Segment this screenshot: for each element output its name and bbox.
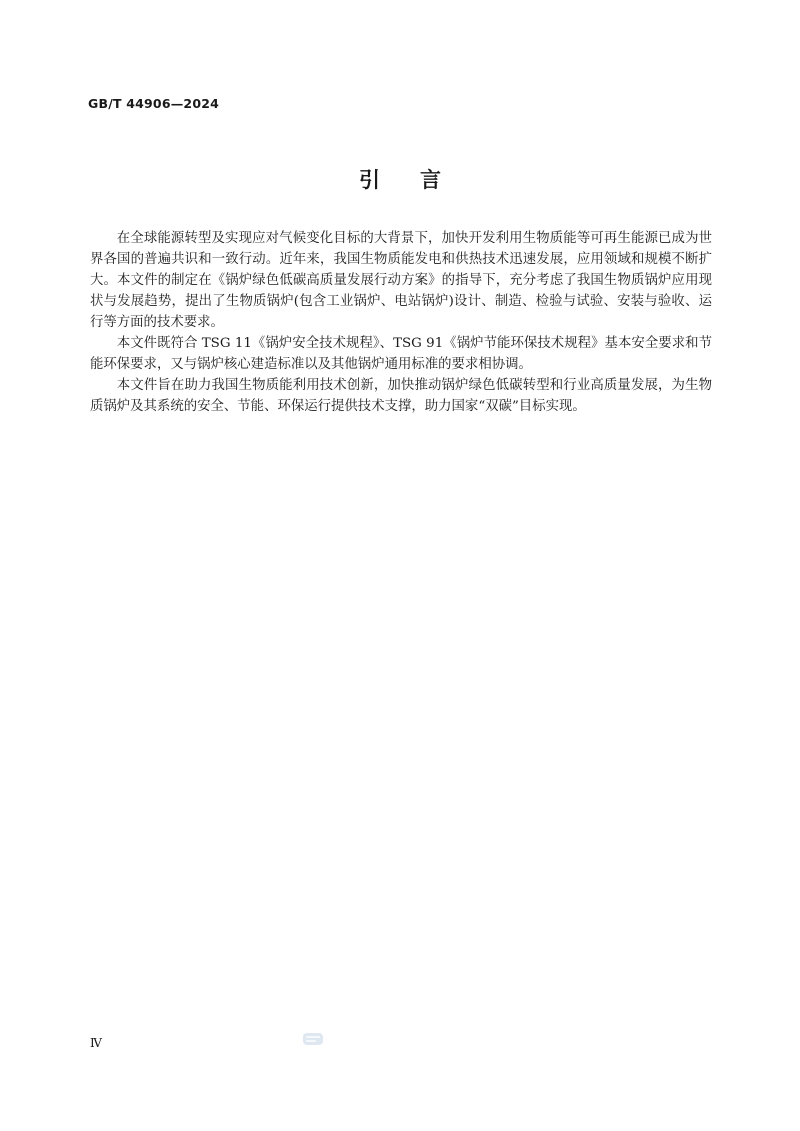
- paragraph-3: 本文件旨在助力我国生物质能利用技术创新，加快推动锅炉绿色低碳转型和行业高质量发展，为生物质锅炉及其系统的安全、节能、环保运行提供技术支撑，助力国家“双碳”目标实现。: [90, 378, 712, 414]
- title-char-2: 言: [420, 168, 441, 192]
- title-char-1: 引: [359, 168, 380, 192]
- introduction-body: [90, 228, 712, 417]
- paragraph-2: 本文件既符合 TSG 11《锅炉安全技术规程》、TSG 91《锅炉节能环保技术规程》基本安全要求和节能环保要求，又与锅炉核心建造标准以及其他锅炉通用标准的要求相协调。: [90, 336, 712, 372]
- page-title: [0, 164, 800, 194]
- paragraph-1: 在全球能源转型及实现应对气候变化目标的大背景下，加快开发利用生物质能等可再生能源已成为世界各国的普遍共识和一致行动。近年来，我国生物质能发电和供热技术迅速发展，应用领域和规模不断扩大。本文件的制定在《锅炉绿色低碳高质量发展行动方案》的指导下，充分考虑了我国生物质锅炉应用现状与发展趋势，提出了生物质锅炉(包含工业锅炉、电站锅炉)设计、制造、检验与试验、安装与验收、运行等方面的技术要求。: [90, 231, 712, 330]
- standard-code: GB/T 44906—2024: [88, 96, 220, 111]
- page-number: Ⅳ: [90, 1036, 102, 1050]
- publisher-watermark-icon: [302, 1031, 324, 1047]
